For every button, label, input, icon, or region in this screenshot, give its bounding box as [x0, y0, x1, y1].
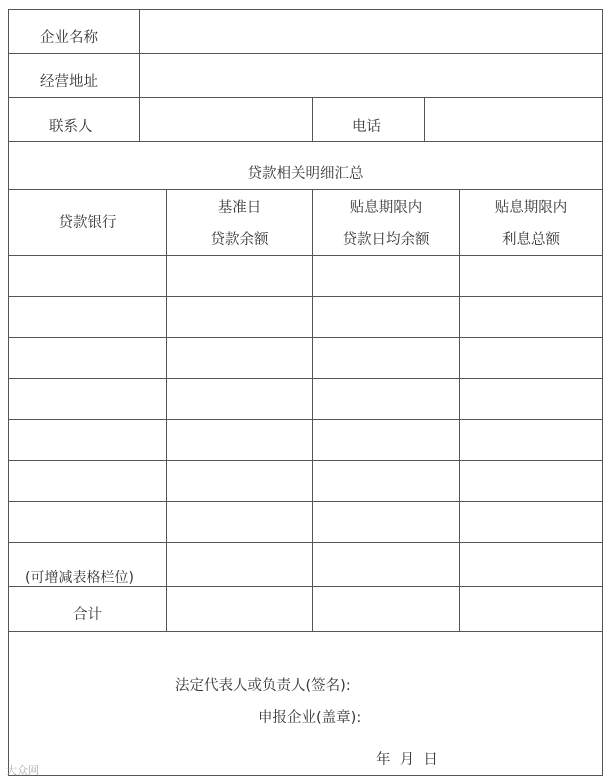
daily-avg-cell[interactable]: [313, 338, 459, 378]
daily-avg-cell[interactable]: [313, 543, 459, 586]
contact-label: 联系人: [49, 119, 93, 135]
date-label: 年 月 日: [376, 752, 438, 768]
company-name-field[interactable]: [140, 10, 602, 53]
daily-avg-cell[interactable]: [313, 379, 459, 419]
interest-cell[interactable]: [460, 297, 602, 337]
table-row: [9, 338, 602, 378]
table-row: [9, 420, 602, 460]
rule: [9, 189, 602, 190]
total-label: 合计: [73, 607, 102, 623]
column-header-interest-line2: 利息总额: [502, 232, 560, 248]
table-row: [9, 502, 602, 542]
bank-cell[interactable]: [9, 543, 166, 586]
watermark-logo: 大众网: [6, 764, 39, 777]
bank-cell[interactable]: [9, 338, 166, 378]
table-row: [9, 297, 602, 337]
contact-field[interactable]: [140, 98, 312, 141]
balance-cell[interactable]: [167, 543, 312, 586]
interest-cell[interactable]: [460, 338, 602, 378]
phone-label: 电话: [352, 119, 381, 135]
balance-cell[interactable]: [167, 502, 312, 542]
balance-cell[interactable]: [167, 379, 312, 419]
legal-representative-signature-label: 法定代表人或负责人(签名):: [175, 678, 351, 694]
table-row: [9, 461, 602, 501]
daily-avg-cell[interactable]: [313, 256, 459, 296]
column-header-daily-avg-line2: 贷款日均余额: [342, 232, 430, 248]
daily-avg-cell[interactable]: [313, 297, 459, 337]
rule: [9, 631, 602, 632]
address-field[interactable]: [140, 54, 602, 97]
column-header-balance-line1: 基准日: [217, 200, 262, 216]
daily-avg-cell[interactable]: [313, 420, 459, 460]
loan-interest-subsidy-form: [8, 9, 603, 776]
bank-cell[interactable]: [9, 502, 166, 542]
total-balance-cell[interactable]: [167, 587, 312, 631]
table-row: [9, 543, 602, 586]
interest-cell[interactable]: [460, 256, 602, 296]
bank-cell[interactable]: [9, 297, 166, 337]
balance-cell[interactable]: [167, 338, 312, 378]
daily-avg-cell[interactable]: [313, 502, 459, 542]
total-row: [9, 587, 602, 631]
bank-cell[interactable]: [9, 256, 166, 296]
column-header-balance-line2: 贷款余额: [210, 232, 269, 248]
loan-section-title: 贷款相关明细汇总: [247, 166, 364, 182]
rule: [9, 141, 602, 142]
column-header-interest-line1: 贴息期限内: [494, 200, 568, 216]
company-seal-label: 申报企业(盖章):: [258, 710, 362, 726]
balance-cell[interactable]: [167, 461, 312, 501]
bank-cell[interactable]: [9, 461, 166, 501]
adjustable-rows-note: (可增减表格栏位): [25, 570, 134, 586]
rule: [312, 98, 313, 141]
total-interest-cell[interactable]: [460, 587, 602, 631]
interest-cell[interactable]: [460, 379, 602, 419]
total-daily-avg-cell[interactable]: [313, 587, 459, 631]
interest-cell[interactable]: [460, 543, 602, 586]
daily-avg-cell[interactable]: [313, 461, 459, 501]
table-row: [9, 379, 602, 419]
balance-cell[interactable]: [167, 297, 312, 337]
address-label: 经营地址: [40, 74, 98, 90]
column-header-daily-avg-line1: 贴息期限内: [349, 200, 423, 216]
interest-cell[interactable]: [460, 461, 602, 501]
balance-cell[interactable]: [167, 256, 312, 296]
company-name-label: 企业名称: [40, 30, 98, 46]
table-row: [9, 256, 602, 296]
interest-cell[interactable]: [460, 420, 602, 460]
bank-cell[interactable]: [9, 420, 166, 460]
phone-field[interactable]: [425, 98, 602, 141]
bank-cell[interactable]: [9, 379, 166, 419]
interest-cell[interactable]: [460, 502, 602, 542]
column-header-bank: 贷款银行: [58, 215, 117, 231]
balance-cell[interactable]: [167, 420, 312, 460]
